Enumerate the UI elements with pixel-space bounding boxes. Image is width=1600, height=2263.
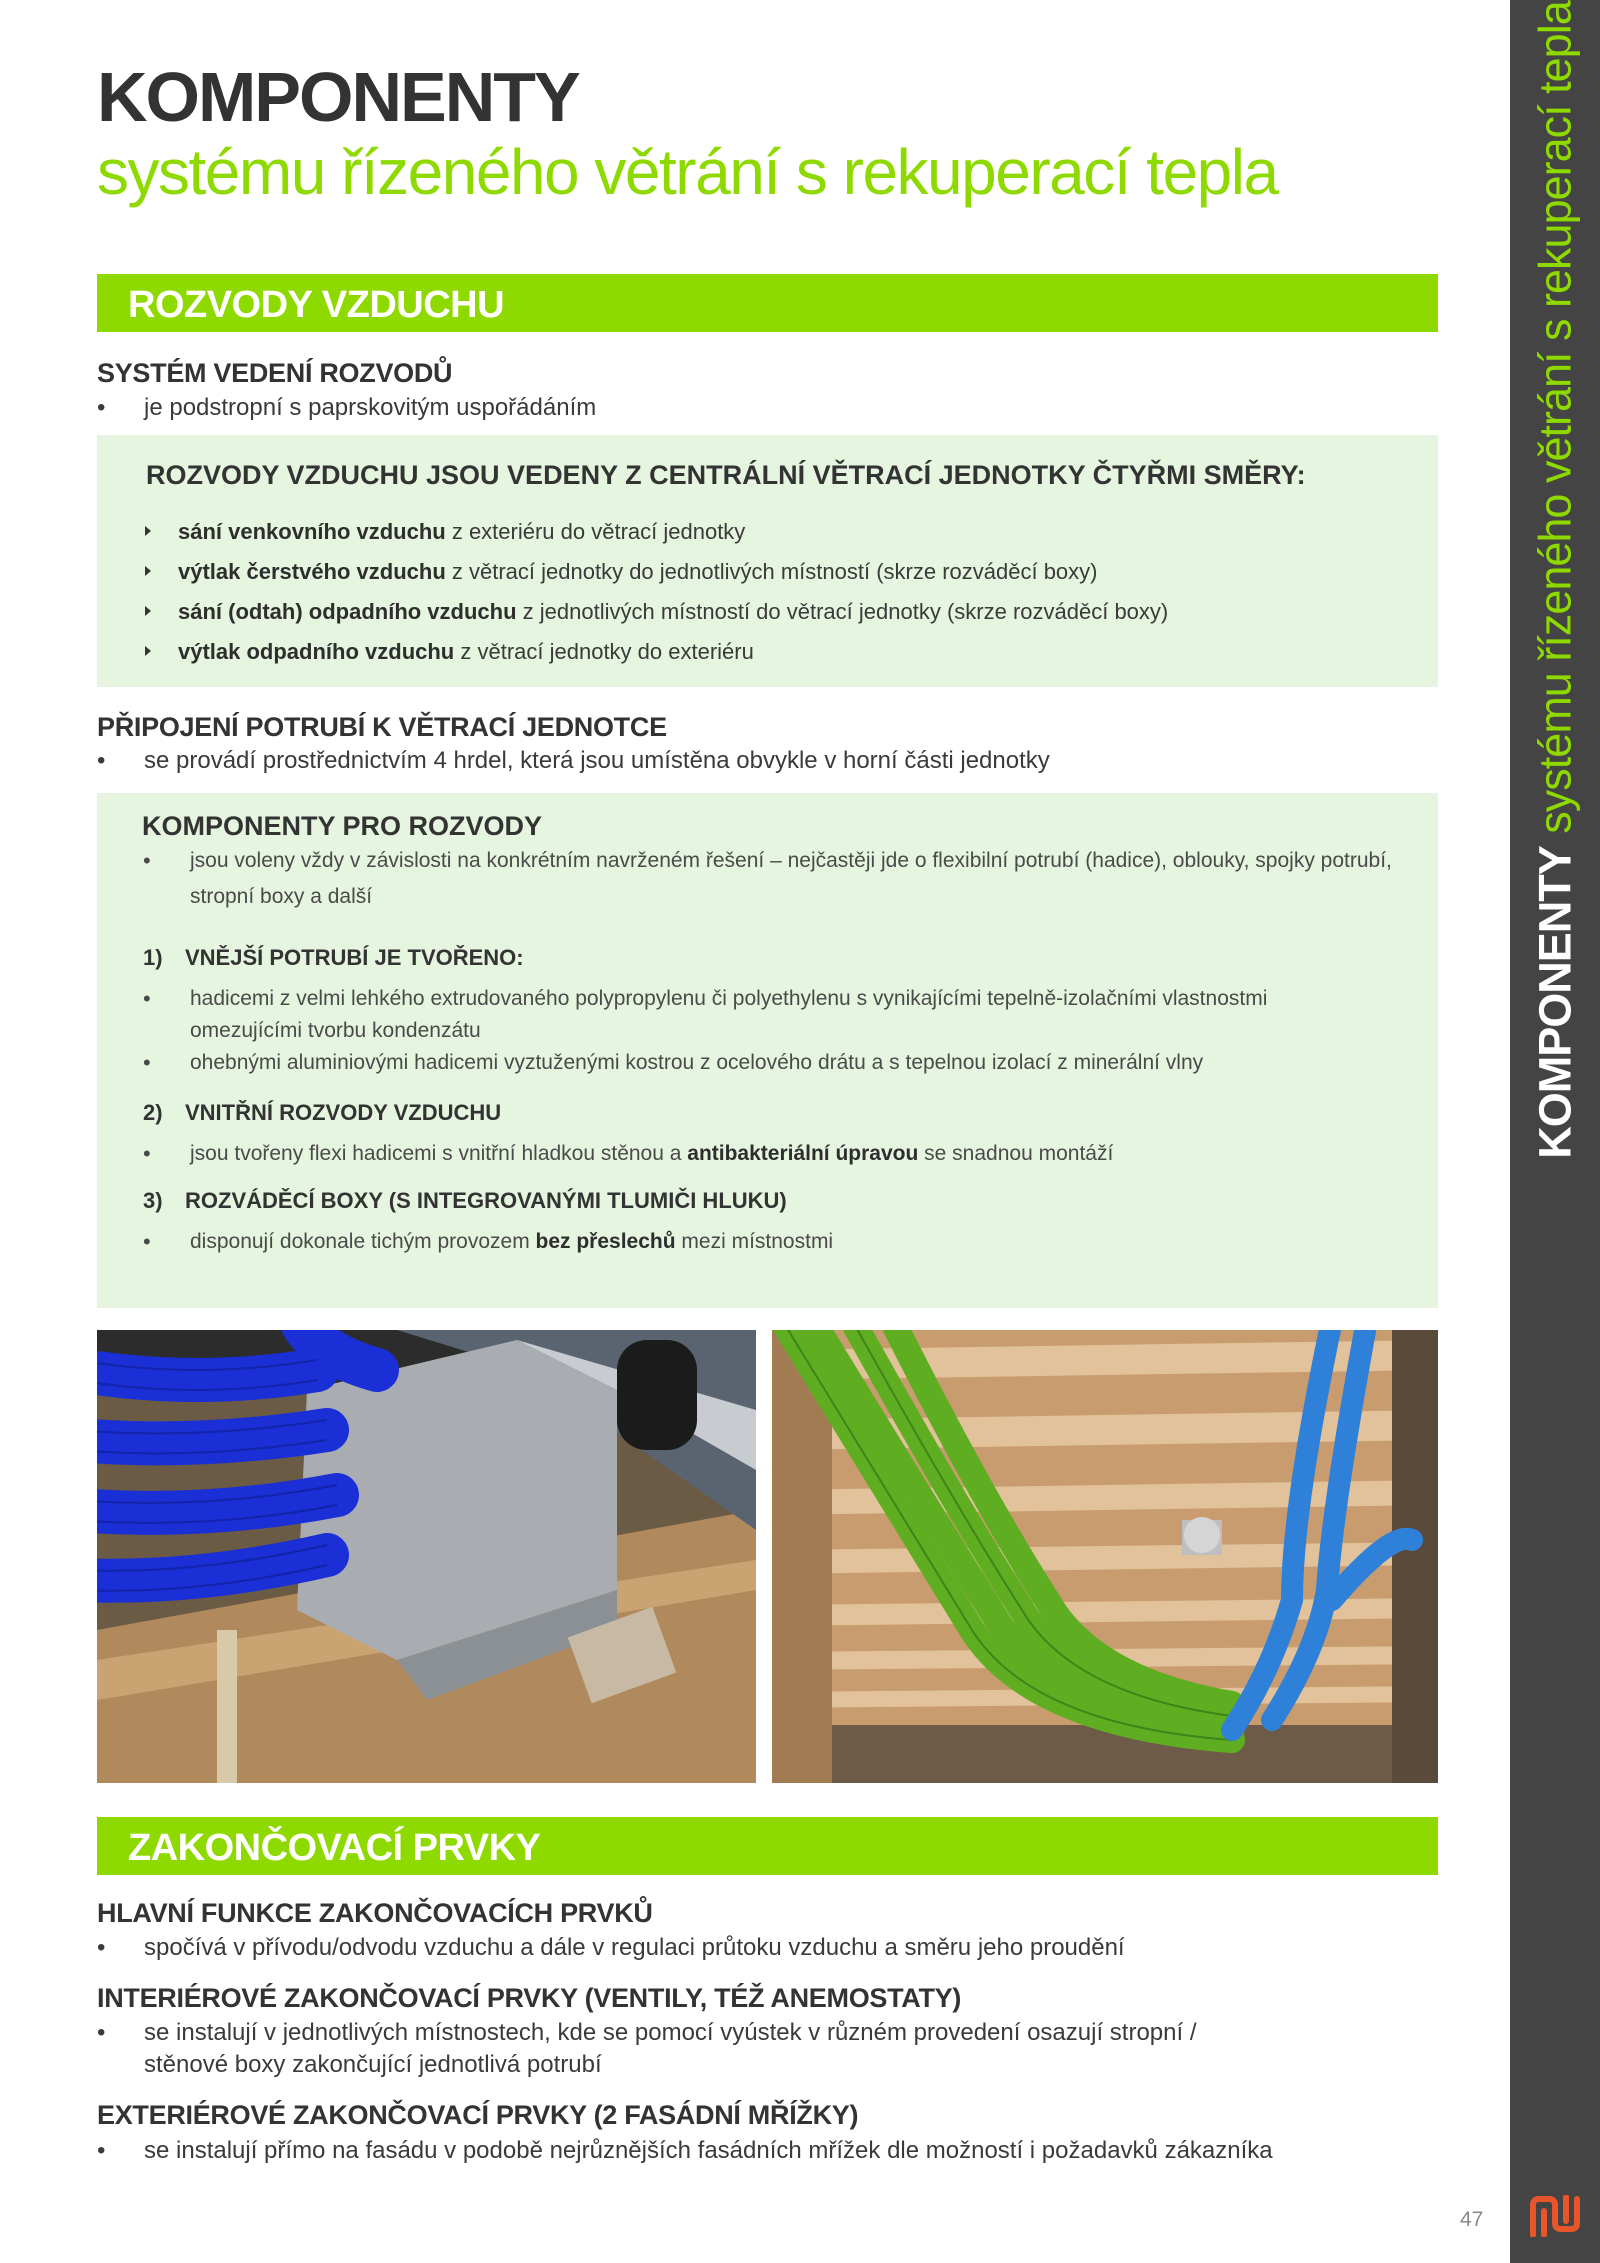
sidebar-title: KOMPONENTY systému řízeného větrání s rekuperací tepla: [1529, 1, 1581, 1159]
section-heading: ZAKONČOVACÍ PRVKY: [128, 1827, 541, 1869]
section-heading: ROZVODY VZDUCHU: [128, 284, 505, 326]
interior-heading: INTERIÉROVÉ ZAKONČOVACÍ PRVKY (VENTILY, TÉŽ ANEMOSTATY): [97, 1983, 962, 2013]
exterior-heading: EXTERIÉROVÉ ZAKONČOVACÍ PRVKY (2 FASÁDNÍ MŘÍŽKY): [97, 2100, 859, 2130]
arrow-bullet-icon: [145, 566, 151, 576]
photo-ceiling-ducts: [772, 1330, 1438, 1783]
arrow-bullet-icon: [145, 606, 151, 616]
section-band-zakoncovaci: [97, 1817, 1438, 1875]
components-heading: KOMPONENTY PRO ROZVODY: [142, 811, 543, 841]
page-title: KOMPONENTY: [97, 58, 579, 136]
system-heading: SYSTÉM VEDENÍ ROZVODŮ: [97, 358, 453, 388]
function-heading: HLAVNÍ FUNKCE ZAKONČOVACÍCH PRVKŮ: [97, 1898, 653, 1928]
section-band-rozvody: [97, 274, 1438, 332]
arrow-bullet-icon: [145, 526, 151, 536]
brand-logo-icon: [1529, 2195, 1581, 2237]
page-subtitle: systému řízeného větrání s rekuperací tepla: [97, 136, 1278, 208]
arrow-bullet-icon: [145, 646, 151, 656]
photo-distribution-box: [97, 1330, 756, 1783]
directions-heading: ROZVODY VZDUCHU JSOU VEDENY Z CENTRÁLNÍ VĚTRACÍ JEDNOTKY ČTYŘMI SMĚRY:: [146, 460, 1306, 490]
connection-heading: PŘIPOJENÍ POTRUBÍ K VĚTRACÍ JEDNOTCE: [97, 712, 667, 742]
page-number: 47: [1460, 2208, 1484, 2231]
